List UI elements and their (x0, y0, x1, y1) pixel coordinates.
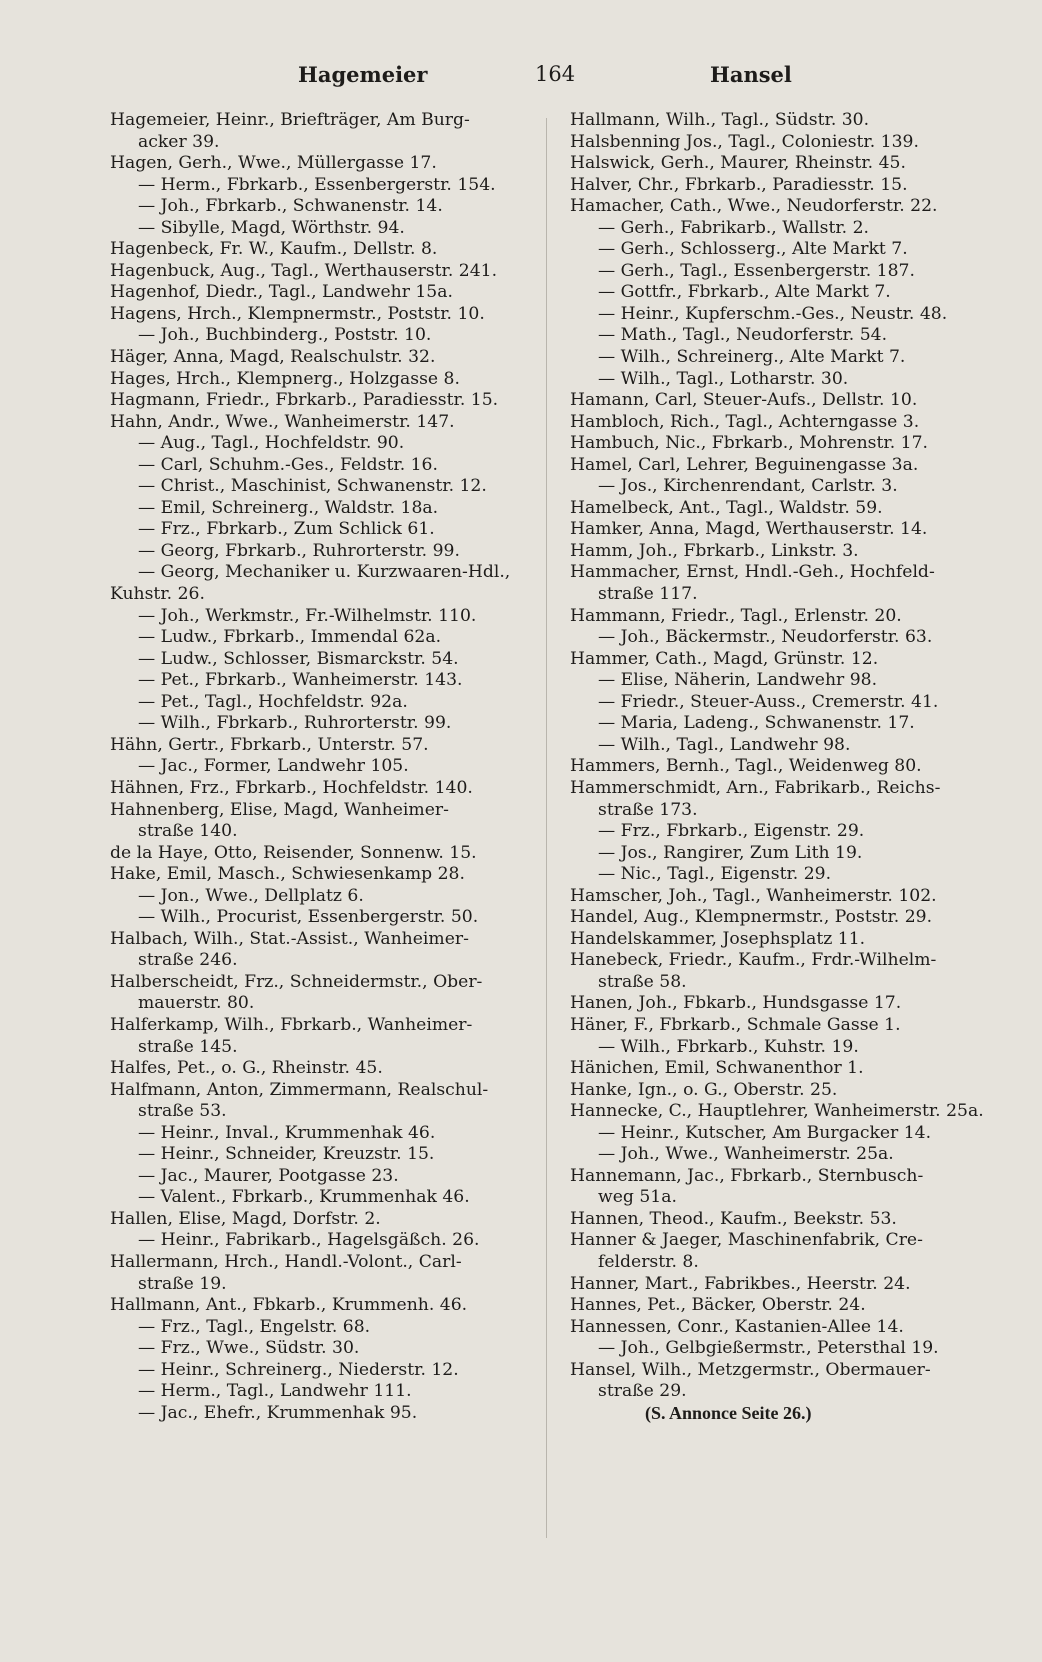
directory-entry: — Frz., Wwe., Südstr. 30. (138, 1338, 360, 1359)
directory-entry: Hammerschmidt, Arn., Fabrikarb., Reichs- (570, 777, 941, 798)
directory-entry: — Wilh., Tagl., Lotharstr. 30. (598, 368, 849, 389)
directory-entry: Hänichen, Emil, Schwanenthor 1. (570, 1058, 864, 1079)
directory-entry: — Jac., Ehefr., Krummenhak 95. (138, 1402, 418, 1423)
directory-entry: Halberscheidt, Frz., Schneidermstr., Ober- (110, 971, 483, 992)
directory-entry: — Wilh., Procurist, Essenbergerstr. 50. (138, 907, 479, 928)
directory-entry: Hamel, Carl, Lehrer, Beguinengasse 3a. (570, 454, 919, 475)
directory-entry: — Heinr., Kupferschm.-Ges., Neustr. 48. (598, 303, 948, 324)
directory-entry: straße 173. (598, 799, 698, 820)
directory-entry: — Wilh., Tagl., Landwehr 98. (598, 734, 851, 755)
directory-entry: Hagenbuck, Aug., Tagl., Werthauserstr. 241. (110, 260, 498, 281)
directory-entry: Hansel, Wilh., Metzgermstr., Obermauer- (570, 1359, 931, 1380)
directory-entry: Hagenhof, Diedr., Tagl., Landwehr 15a. (110, 282, 453, 303)
directory-entry: Häner, F., Fbrkarb., Schmale Gasse 1. (570, 1014, 901, 1035)
directory-entry: — Heinr., Inval., Krummenhak 46. (138, 1122, 436, 1143)
directory-entry: Hammer, Cath., Magd, Grünstr. 12. (570, 648, 879, 669)
directory-entry: Hambuch, Nic., Fbrkarb., Mohrenstr. 17. (570, 433, 928, 454)
directory-entry: Hammann, Friedr., Tagl., Erlenstr. 20. (570, 605, 902, 626)
directory-entry: — Math., Tagl., Neudorferstr. 54. (598, 325, 888, 346)
directory-entry: straße 19. (138, 1273, 227, 1294)
directory-entry: — Joh., Wwe., Wanheimerstr. 25a. (598, 1144, 894, 1165)
directory-entry: — Heinr., Schneider, Kreuzstr. 15. (138, 1144, 435, 1165)
directory-entry: Hannen, Theod., Kaufm., Beekstr. 53. (570, 1208, 897, 1229)
right-column (570, 110, 1000, 1424)
directory-entry: — Heinr., Fabrikarb., Hagelsgäßch. 26. (138, 1230, 480, 1251)
directory-entry: — Jac., Former, Landwehr 105. (138, 756, 409, 777)
directory-entry: straße 145. (138, 1036, 238, 1057)
directory-entry: — Jon., Wwe., Dellplatz 6. (138, 885, 364, 906)
directory-entry: Hahn, Andr., Wwe., Wanheimerstr. 147. (110, 411, 455, 432)
directory-entry: Hahnenberg, Elise, Magd, Wanheimer- (110, 799, 449, 820)
directory-entry: Hannes, Pet., Bäcker, Oberstr. 24. (570, 1295, 866, 1316)
directory-entry: Hagemeier, Heinr., Briefträger, Am Burg- (110, 110, 470, 130)
directory-entry: weg 51a. (598, 1187, 677, 1208)
directory-entry: Hallen, Elise, Magd, Dorfstr. 2. (110, 1208, 381, 1229)
directory-entry: — Sibylle, Magd, Wörthstr. 94. (138, 217, 405, 238)
directory-entry: Kuhstr. 26. (110, 584, 205, 605)
directory-entry: Halsbenning Jos., Tagl., Coloniestr. 139. (570, 131, 919, 152)
directory-entry: — Pet., Tagl., Hochfeldstr. 92a. (138, 691, 408, 712)
directory-entry: Hambloch, Rich., Tagl., Achterngasse 3. (570, 411, 920, 432)
header-left-word: Hagemeier (298, 62, 428, 87)
directory-entry: straße 29. (598, 1381, 687, 1402)
directory-entry: — Frz., Fbrkarb., Eigenstr. 29. (598, 821, 865, 842)
directory-entry: — Georg, Mechaniker u. Kurzwaaren-Hdl., (138, 562, 511, 583)
directory-entry: straße 140. (138, 821, 238, 842)
directory-entry: felderstr. 8. (598, 1251, 699, 1272)
directory-entry: de la Haye, Otto, Reisender, Sonnenw. 15. (110, 842, 477, 863)
directory-entry: — Jac., Maurer, Pootgasse 23. (138, 1165, 399, 1186)
column-divider (546, 118, 547, 1538)
directory-entry: straße 246. (138, 950, 238, 971)
directory-entry: Handel, Aug., Klempnermstr., Poststr. 29. (570, 907, 933, 928)
directory-entry: — Ludw., Schlosser, Bismarckstr. 54. (138, 648, 459, 669)
directory-entry: — Aug., Tagl., Hochfeldstr. 90. (138, 433, 405, 454)
directory-entry: — Pet., Fbrkarb., Wanheimerstr. 143. (138, 670, 463, 691)
directory-entry: Hanen, Joh., Fbkarb., Hundsgasse 17. (570, 993, 902, 1014)
directory-entry: Hagenbeck, Fr. W., Kaufm., Dellstr. 8. (110, 239, 438, 260)
directory-entry: Hagen, Gerh., Wwe., Müllergasse 17. (110, 153, 437, 174)
directory-entry: acker 39. (138, 131, 220, 152)
page-number: 164 (535, 62, 576, 86)
directory-entry: Halbach, Wilh., Stat.-Assist., Wanheimer- (110, 928, 469, 949)
directory-entry: Hamelbeck, Ant., Tagl., Waldstr. 59. (570, 497, 883, 518)
directory-entry: — Jos., Rangirer, Zum Lith 19. (598, 842, 863, 863)
directory-entry: Hanner & Jaeger, Maschinenfabrik, Cre- (570, 1230, 923, 1251)
directory-entry: straße 58. (598, 971, 687, 992)
directory-entry: — Nic., Tagl., Eigenstr. 29. (598, 864, 832, 885)
directory-entry: — Herm., Fbrkarb., Essenbergerstr. 154. (138, 174, 496, 195)
directory-entry: — Heinr., Kutscher, Am Burgacker 14. (598, 1122, 932, 1143)
directory-entry: — Wilh., Schreinerg., Alte Markt 7. (598, 347, 906, 368)
directory-entry: — Carl, Schuhm.-Ges., Feldstr. 16. (138, 454, 438, 475)
directory-entry: Hammers, Bernh., Tagl., Weidenweg 80. (570, 756, 922, 777)
directory-entry: Halfes, Pet., o. G., Rheinstr. 45. (110, 1058, 383, 1079)
directory-entry: Halferkamp, Wilh., Fbrkarb., Wanheimer- (110, 1014, 473, 1035)
page-header (0, 62, 1042, 92)
directory-entry: Hamacher, Cath., Wwe., Neudorferstr. 22. (570, 196, 938, 217)
directory-entry: Hähn, Gertr., Fbrkarb., Unterstr. 57. (110, 734, 429, 755)
directory-entry: — Gerh., Tagl., Essenbergerstr. 187. (598, 260, 915, 281)
directory-entry: — Maria, Ladeng., Schwanenstr. 17. (598, 713, 915, 734)
directory-entry: Hanke, Ign., o. G., Oberstr. 25. (570, 1079, 838, 1100)
directory-entry: Hages, Hrch., Klempnerg., Holzgasse 8. (110, 368, 460, 389)
directory-entry: — Georg, Fbrkarb., Ruhrorterstr. 99. (138, 540, 460, 561)
directory-entry: Hannessen, Conr., Kastanien-Allee 14. (570, 1316, 904, 1337)
directory-entry: Hallmann, Wilh., Tagl., Südstr. 30. (570, 110, 870, 130)
directory-entry: straße 117. (598, 584, 698, 605)
directory-entry: Hannecke, C., Hauptlehrer, Wanheimerstr. 25a. (570, 1101, 984, 1122)
directory-entry: — Christ., Maschinist, Schwanenstr. 12. (138, 476, 487, 497)
directory-entry: Hake, Emil, Masch., Schwiesenkamp 28. (110, 864, 465, 885)
directory-entry: Halfmann, Anton, Zimmermann, Realschul- (110, 1079, 489, 1100)
directory-entry: — Gerh., Schlosserg., Alte Markt 7. (598, 239, 908, 260)
directory-entry: — Ludw., Fbrkarb., Immendal 62a. (138, 627, 442, 648)
directory-entry: — Valent., Fbrkarb., Krummenhak 46. (138, 1187, 470, 1208)
directory-entry: — Frz., Fbrkarb., Zum Schlick 61. (138, 519, 435, 540)
directory-entry: — Friedr., Steuer-Auss., Cremerstr. 41. (598, 691, 939, 712)
directory-entry: Hanebeck, Friedr., Kaufm., Frdr.-Wilhelm- (570, 950, 937, 971)
directory-entry: Hamscher, Joh., Tagl., Wanheimerstr. 102. (570, 885, 937, 906)
directory-entry: — Joh., Werkmstr., Fr.-Wilhelmstr. 110. (138, 605, 477, 626)
directory-entry: — Herm., Tagl., Landwehr 111. (138, 1381, 412, 1402)
directory-entry: — Joh., Fbrkarb., Schwanenstr. 14. (138, 196, 443, 217)
directory-entry: straße 53. (138, 1101, 227, 1122)
directory-entry: (S. Annonce Seite 26.) (645, 1402, 812, 1423)
directory-entry: Hamker, Anna, Magd, Werthauserstr. 14. (570, 519, 928, 540)
directory-entry: — Gottfr., Fbrkarb., Alte Markt 7. (598, 282, 891, 303)
directory-entry: Hagens, Hrch., Klempnermstr., Poststr. 10. (110, 303, 485, 324)
directory-entry: mauerstr. 80. (138, 993, 255, 1014)
directory-entry: — Joh., Gelbgießermstr., Petersthal 19. (598, 1338, 939, 1359)
directory-entry: Häger, Anna, Magd, Realschulstr. 32. (110, 347, 436, 368)
directory-entry: Hallmann, Ant., Fbkarb., Krummenh. 46. (110, 1295, 468, 1316)
directory-entry: — Gerh., Fabrikarb., Wallstr. 2. (598, 217, 870, 238)
left-column (110, 110, 540, 1424)
directory-entry: Hamm, Joh., Fbrkarb., Linkstr. 3. (570, 540, 859, 561)
directory-entry: — Wilh., Fbrkarb., Kuhstr. 19. (598, 1036, 859, 1057)
directory-entry: Hannemann, Jac., Fbrkarb., Sternbusch- (570, 1165, 924, 1186)
directory-entry: — Frz., Tagl., Engelstr. 68. (138, 1316, 371, 1337)
directory-entry: Halswick, Gerh., Maurer, Rheinstr. 45. (570, 153, 906, 174)
directory-entry: — Emil, Schreinerg., Waldstr. 18a. (138, 497, 439, 518)
directory-entry: Hallermann, Hrch., Handl.-Volont., Carl- (110, 1251, 462, 1272)
directory-entry: Hammacher, Ernst, Hndl.-Geh., Hochfeld- (570, 562, 935, 583)
directory-entry: Hanner, Mart., Fabrikbes., Heerstr. 24. (570, 1273, 911, 1294)
directory-entry: — Wilh., Fbrkarb., Ruhrorterstr. 99. (138, 713, 452, 734)
directory-entry: — Heinr., Schreinerg., Niederstr. 12. (138, 1359, 459, 1380)
directory-entry: — Joh., Bäckermstr., Neudorferstr. 63. (598, 627, 933, 648)
directory-entry: — Joh., Buchbinderg., Poststr. 10. (138, 325, 432, 346)
directory-entry: Hamann, Carl, Steuer-Aufs., Dellstr. 10. (570, 390, 918, 411)
directory-entry: Hagmann, Friedr., Fbrkarb., Paradiesstr. 15. (110, 390, 499, 411)
directory-entry: — Jos., Kirchenrendant, Carlstr. 3. (598, 476, 898, 497)
directory-entry: — Elise, Näherin, Landwehr 98. (598, 670, 878, 691)
directory-entry: Halver, Chr., Fbrkarb., Paradiesstr. 15. (570, 174, 908, 195)
directory-entry: Handelskammer, Josephsplatz 11. (570, 928, 866, 949)
header-right-word: Hansel (710, 62, 792, 87)
directory-entry: Hähnen, Frz., Fbrkarb., Hochfeldstr. 140. (110, 777, 473, 798)
